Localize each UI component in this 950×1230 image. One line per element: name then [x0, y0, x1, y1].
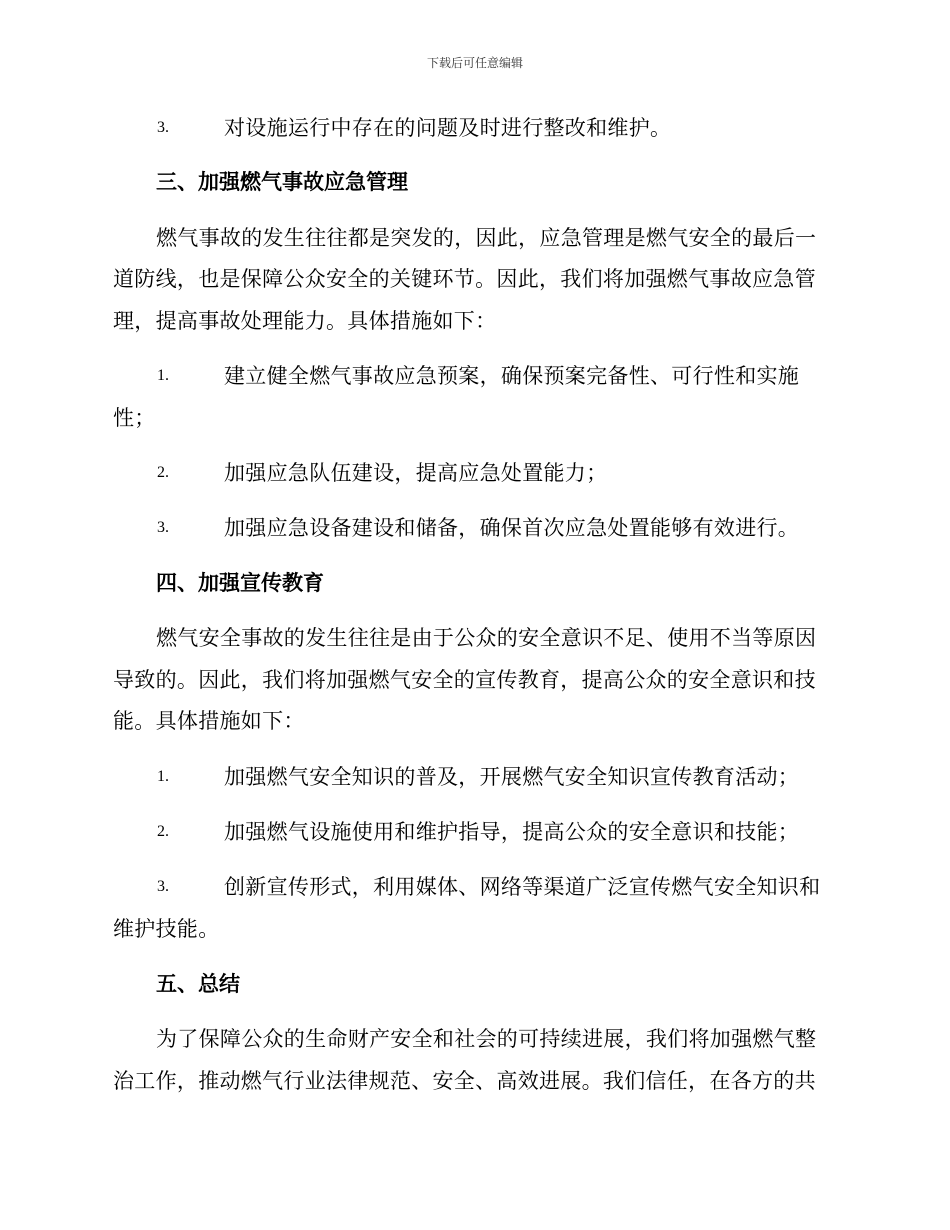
list-number: 1.	[157, 367, 169, 384]
list-item-text: 性；	[113, 406, 156, 430]
list-item-text: 加强燃气设施使用和维护指导，提高公众的安全意识和技能；	[224, 820, 800, 844]
list-item-text: 加强应急队伍建设，提高应急处置能力；	[224, 461, 608, 485]
list-number: 3.	[157, 519, 169, 536]
page-header: 下载后可任意编辑	[426, 56, 523, 70]
list-item-text: 对设施运行中存在的问题及时进行整改和维护。	[224, 116, 672, 140]
list-item-text: 加强燃气安全知识的普及，开展燃气安全知识宣传教育活动；	[224, 765, 800, 789]
list-item-text: 创新宣传形式，利用媒体、网络等渠道广泛宣传燃气安全知识和	[224, 875, 821, 899]
paragraph-line: 燃气事故的发生往往都是突发的，因此，应急管理是燃气安全的最后一	[156, 226, 817, 250]
list-item-text: 建立健全燃气事故应急预案，确保预案完备性、可行性和实施	[224, 364, 800, 388]
list-number: 3.	[157, 119, 169, 136]
section-heading: 三、加强燃气事故应急管理	[156, 170, 408, 194]
list-number: 1.	[157, 768, 169, 785]
list-number: 2.	[157, 464, 169, 481]
paragraph-line: 导致的。因此，我们将加强燃气安全的宣传教育，提高公众的安全意识和技	[113, 668, 816, 692]
paragraph-line: 燃气安全事故的发生往往是由于公众的安全意识不足、使用不当等原因	[156, 626, 817, 650]
list-item-text: 加强应急设备建设和储备，确保首次应急处置能够有效进行。	[224, 516, 800, 540]
paragraph-line: 道防线，也是保障公众安全的关键环节。因此，我们将加强燃气事故应急管	[113, 267, 816, 291]
paragraph-line: 治工作，推动燃气行业法律规范、安全、高效进展。我们信任，在各方的共	[113, 1069, 816, 1093]
paragraph-line: 能。具体措施如下：	[113, 709, 305, 733]
list-number: 2.	[157, 823, 169, 840]
section-heading: 四、加强宣传教育	[156, 571, 324, 595]
paragraph-line: 为了保障公众的生命财产安全和社会的可持续进展，我们将加强燃气整	[156, 1027, 817, 1051]
paragraph-line: 理，提高事故处理能力。具体措施如下：	[113, 309, 497, 333]
list-item-text: 维护技能。	[113, 917, 220, 941]
section-heading: 五、总结	[156, 972, 240, 996]
list-number: 3.	[157, 878, 169, 895]
